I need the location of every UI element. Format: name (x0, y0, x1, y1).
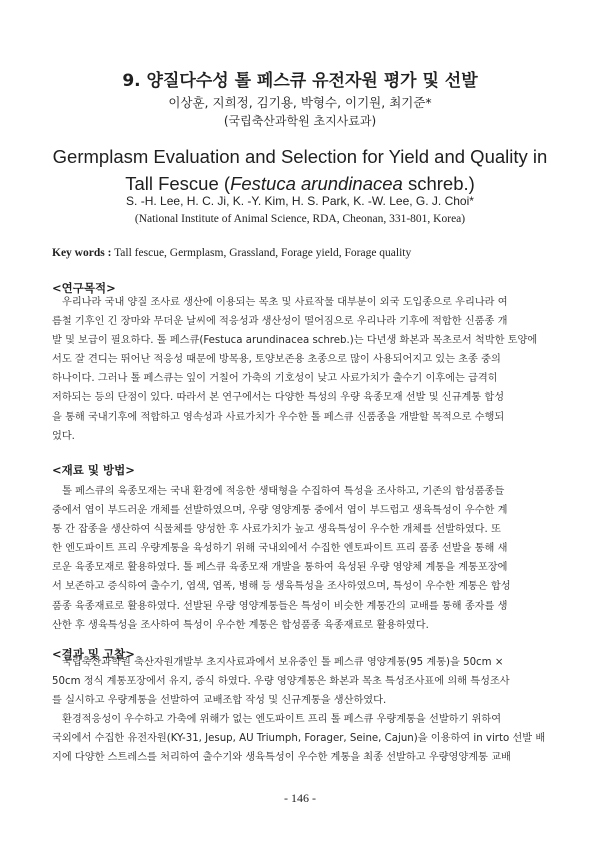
korean-title: 9. 양질다수성 톨 페스큐 유전자원 평가 및 선발 (122, 71, 478, 91)
body-line: 발 및 보급이 필요하다. 톨 페스큐(Festuca arundinacea schreb.)는 다년생 화본과 목초로서 척박한 토양에 (52, 335, 538, 347)
body-line: 우리나라 국내 양질 조사료 생산에 이용되는 목초 및 사료작물 대부분이 외국 도입종으로 우리나라 여 (62, 297, 508, 308)
body-line: 로운 육종모재로 활용하였다. 톨 페스큐 육종모재 개발을 통하여 육성된 우량 영양체 계통을 계통포장에 (52, 562, 508, 574)
body-line: 한 엔도파이트 프리 우량계통을 육성하기 위해 국내외에서 수집한 엔토파이트 프리 품종 선발을 통해 새 (52, 543, 508, 555)
english-title-text: Germplasm Evaluation and Selection for Yield and Quality in Tall Fescue ( (52, 146, 548, 194)
english-title-suffix: schreb.) (402, 173, 475, 194)
english-title (40, 143, 560, 197)
body-line: 톨 페스큐의 육종모재는 국내 환경에 적응한 생태형을 수집하여 특성을 조사하고, 기존의 합성품종들 (62, 486, 505, 497)
body-line: 었다. (52, 430, 75, 442)
section-body-results (52, 653, 560, 768)
body-line: 서 보존하고 증식하여 출수기, 엽색, 엽폭, 병해 등 생육특성을 조사하였으며, 특성이 우수한 계통은 합성 (52, 581, 511, 593)
korean-authors: 이상훈, 지희정, 김기용, 박형수, 이기원, 최기준* (168, 95, 432, 110)
english-affiliation: (National Institute of Animal Science, RDA, Cheonan, 331-801, Korea) (134, 213, 466, 225)
body-line: 을 통해 국내기후에 적합하고 영속성과 사료가치가 우수한 톨 페스큐 신품종을 개발할 목적으로 수행되 (52, 411, 505, 423)
body-line: 서도 잘 견디는 뛰어난 적응성 때문에 방목용, 토양보존용 초종으로 많이 사용되어지고 있는 초종 중의 (52, 354, 501, 366)
keywords-text: Tall fescue, Germplasm, Grassland, Forage yield, Forage quality (111, 247, 412, 259)
body-line: 산한 후 생육특성을 조사하여 특성이 우수한 계통은 합성품종 육종재료로 활용하였다. (52, 619, 429, 631)
page-number: - 146 - (284, 791, 316, 805)
section-heading-results: <결과 및 고찰> (52, 647, 135, 661)
keywords-label: Key words : (52, 247, 112, 259)
body-line: 국립축산과학원 축산자원개발부 초지사료과에서 보유중인 톨 페스큐 영양계통(95 계통)을 50cm × (62, 657, 504, 668)
korean-affiliation: (국립축산과학원 초지사료과) (223, 114, 377, 128)
section-body-purpose (52, 293, 560, 446)
body-line: 국외에서 수집한 유전자원(KY-31, Jesup, AU Triumph, Forager, Seine, Cajun)을 이용하여 in virto 선발 배 (52, 733, 546, 745)
section-heading-purpose: <연구목적> (52, 281, 116, 295)
body-line: 통 간 잡종을 생산하여 식물체를 양성한 후 사료가치가 높고 생육특성이 우수한 개체를 선발하였다. 또 (52, 524, 501, 536)
body-line: 환경적응성이 우수하고 가축에 위해가 없는 엔도파이트 프리 톨 페스큐 우량계통을 선발하기 위하여 (62, 714, 502, 726)
english-authors: S. -H. Lee, H. C. Ji, K. -Y. Kim, H. S. Park, K. -W. Lee, G. J. Choi* (126, 194, 474, 208)
keywords (52, 247, 562, 259)
section-body-methods (52, 482, 560, 635)
section-heading-methods: <재료 및 방법> (52, 463, 135, 477)
body-line: 중에서 엽이 부드러운 개체를 선발하였으며, 우량 영양계통 중에서 엽이 부드럽고 생육특성이 우수한 계 (52, 505, 508, 517)
body-line: 지에 다양한 스트레스를 처리하여 출수기와 생육특성이 우수한 계통을 최종 선발하고 우량영양계통 교배 (52, 752, 511, 764)
body-line: 름철 기후인 긴 장마와 무더운 날씨에 적응성과 생산성이 떨어짐으로 우리나라 기후에 적합한 신품종 개 (52, 316, 508, 328)
body-line: 50cm 정식 계통포장에서 유지, 증식 하였다. 우량 영양계통은 화본과 목초 특성조사표에 의해 특성조사 (52, 676, 510, 688)
body-line: 저하되는 등의 단점이 있다. 따라서 본 연구에서는 다양한 특성의 우량 육종모재 선발 및 신규계통 합성 (52, 392, 505, 404)
body-line: 하나이다. 그러나 톨 페스큐는 잎이 거칠어 가축의 기호성이 낮고 사료가치가 출수기 이후에는 급격히 (52, 373, 498, 385)
body-line: 를 실시하고 우량계통을 선발하여 교배조합 작성 및 신규계통을 생산하였다. (52, 695, 387, 707)
body-line: 품종 육종재료로 활용하였다. 선발된 우량 영양계통들은 특성이 비슷한 계통간의 교배를 통해 종자를 생 (52, 600, 508, 612)
species-name: Festuca arundinacea (230, 173, 403, 194)
